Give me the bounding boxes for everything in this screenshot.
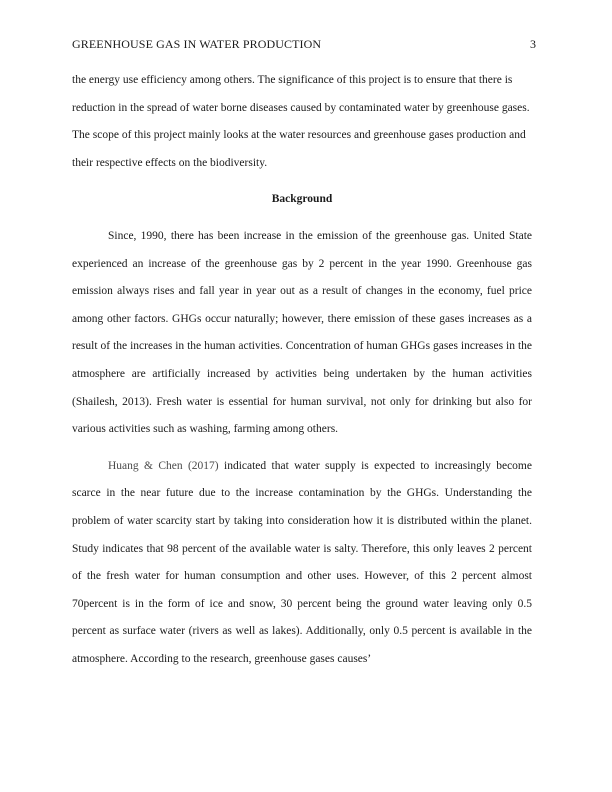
spacer [72,214,532,223]
intro-paragraph: the energy use efficiency among others. The significance of this project is to ensure that there is reduction in the spread of water borne diseases caused by contaminated water by greenhouse gases. The scope of this project mainly looks at the water resources and greenhouse gases production and their respective effects on the biodiversity. [72,74,530,169]
document-body [72,67,532,673]
section-heading: Background [271,193,333,206]
page-number: 3 [530,37,536,51]
background-paragraph: Since, 1990, there has been increase in the emission of the greenhouse gas. United State experienced an increase of the greenhouse gas by 2 percent in the year 1990. Greenhouse gas emission always rises and fall year in year out as a result of changes in the economy, fuel price among other factors. GHGs occur naturally; however, there emission of these gases increases as a result of the increases in the human activities. Concentration of human GHGs gases increases in the atmosphere are artificially increased by activities being undertaken by the human activities (Shailesh, 2013). Fresh water is essential for human survival, not only for drinking but also for various activities such as washing, farming among others. [72,229,532,436]
water-scarcity-paragraph [72,453,532,674]
spacer [72,177,532,186]
running-title: GREENHOUSE GAS IN WATER PRODUCTION [72,37,322,51]
citation-link: Huang & Chen (2017) [108,459,219,472]
paragraph-text: indicated that water supply is expected to increasingly become scarce in the near future due to the increase contamination by the GHGs. Understanding the problem of water scarcity start by taking into consideration how it is distributed within the planet. Study indicates that 98 percent of the available water is salty. Therefore, this only leaves 2 percent of the fresh water for human consumption and other uses. However, of this 2 percent almost 70percent is in the form of ice and snow, 30 percent being the ground water leaving only 0.5 percent as surface water (rivers as well as lakes). Additionally, only 0.5 percent is available in the atmosphere. According to the research, greenhouse gases causes’ [72,459,532,665]
running-header [72,37,540,51]
spacer [72,444,532,453]
